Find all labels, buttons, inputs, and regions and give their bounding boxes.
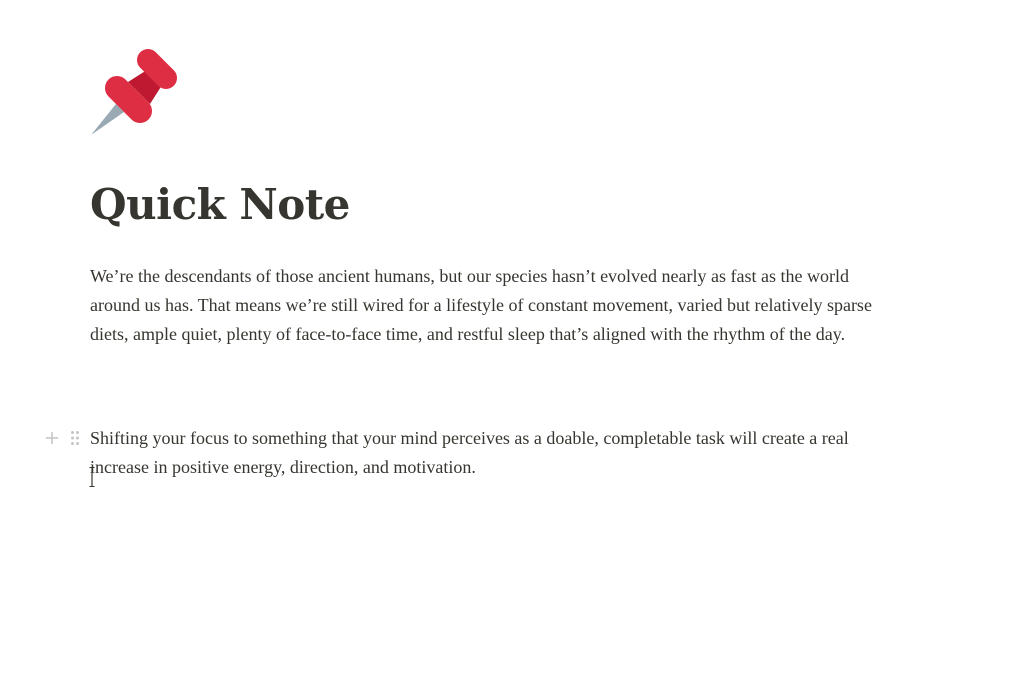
pushpin-icon[interactable] bbox=[88, 46, 180, 138]
block-controls bbox=[42, 427, 82, 449]
drag-handle-icon[interactable] bbox=[68, 427, 82, 449]
text-block[interactable]: Shifting your focus to something that your mind perceives as a doable, completable task will create a real increase in positive energy, direction, and motivation. bbox=[90, 428, 849, 477]
plus-icon[interactable] bbox=[42, 428, 62, 448]
text-cursor-icon bbox=[89, 466, 95, 488]
text-block[interactable]: We’re the descendants of those ancient humans, but our species hasn’t evolved nearly as fast as the world around us has. That means we’re still wired for a lifestyle of constant movement, varied but relatively sparse diets, ample quiet, plenty of face-to-face time, and restful sleep that’s aligned with the rhythm of the day. bbox=[90, 266, 872, 344]
page-title[interactable]: Quick Note bbox=[90, 180, 350, 229]
